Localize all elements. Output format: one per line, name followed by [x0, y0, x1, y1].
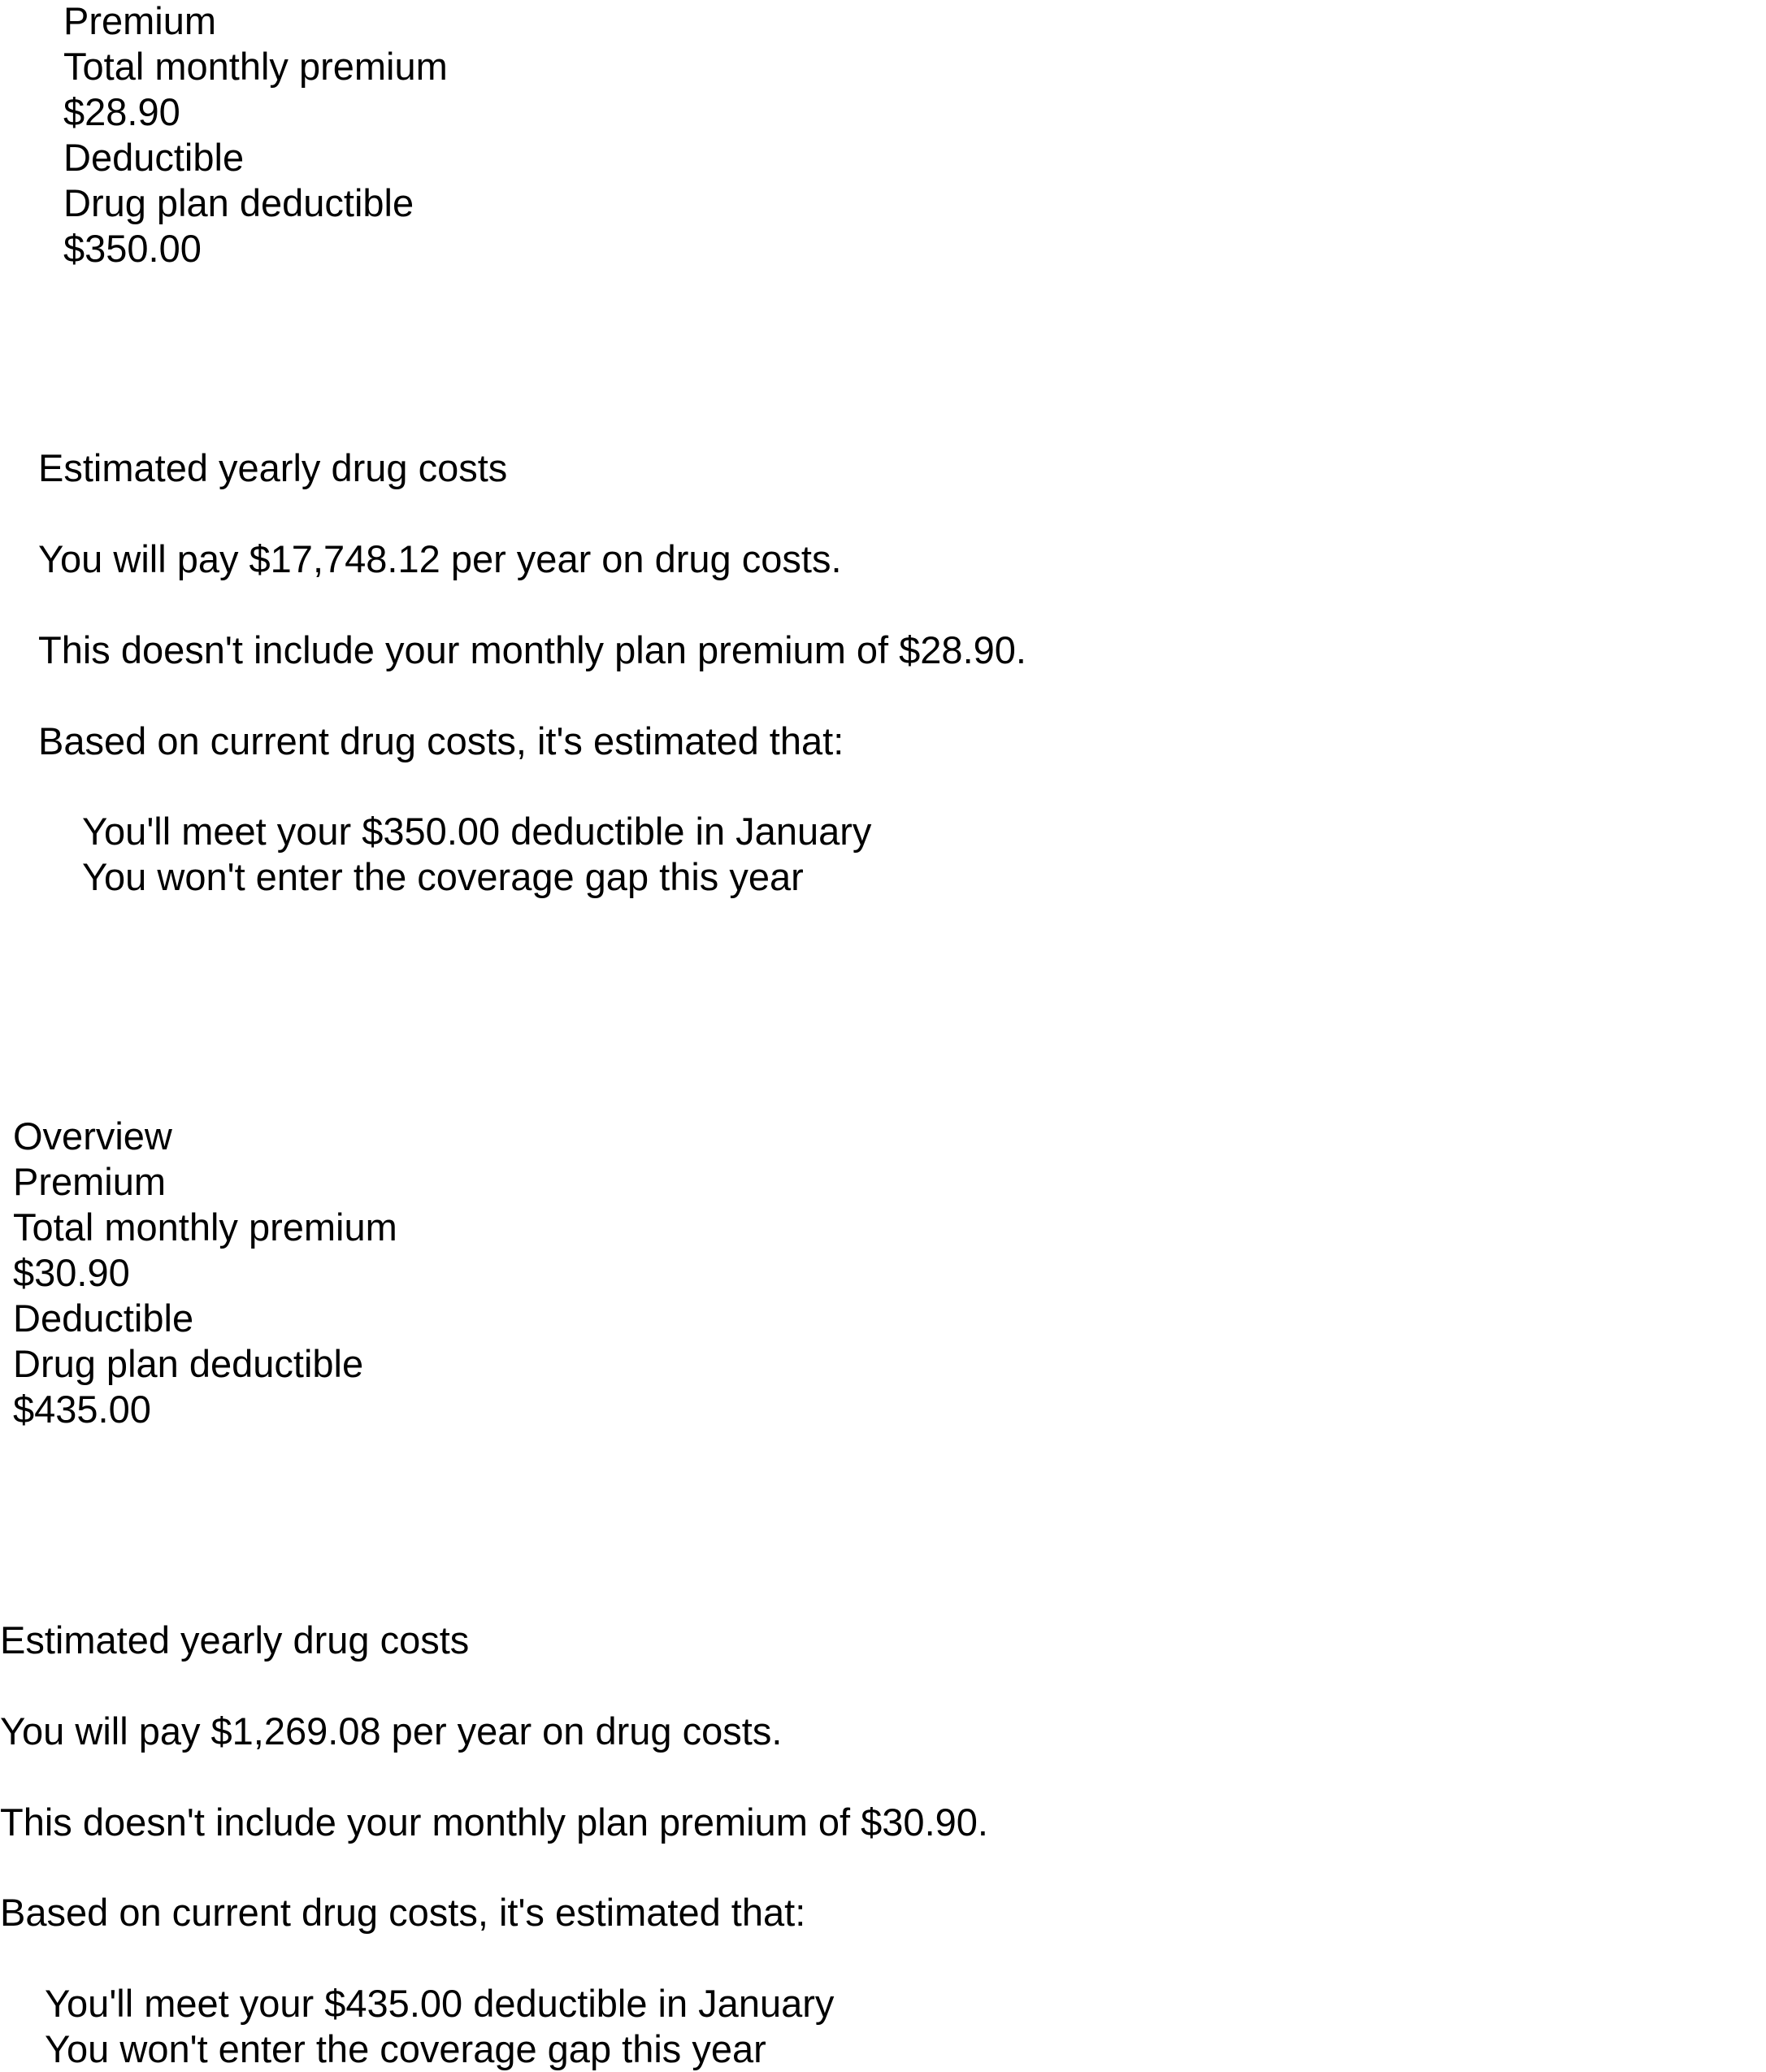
costs-heading: Estimated yearly drug costs — [38, 446, 508, 489]
list-item: You'll meet your $435.00 deductible in January — [45, 1982, 835, 2025]
deductible-label: Drug plan deductible — [63, 181, 414, 224]
premium-note: This doesn't include your monthly plan premium of $28.90. — [38, 628, 1026, 671]
costs-heading: Estimated yearly drug costs — [0, 1618, 470, 1662]
premium-label: Total monthly premium — [63, 45, 448, 88]
premium-note: This doesn't include your monthly plan premium of $30.90. — [0, 1801, 988, 1844]
deductible-heading: Deductible — [63, 136, 245, 179]
costs-summary: You will pay $1,269.08 per year on drug costs. — [0, 1709, 783, 1753]
overview-heading: Overview — [13, 1114, 172, 1158]
premium-heading: Premium — [63, 0, 217, 42]
deductible-value: $350.00 — [63, 227, 202, 270]
estimate-intro: Based on current drug costs, it's estimated that: — [38, 719, 844, 762]
premium-value: $30.90 — [13, 1251, 130, 1294]
list-item: You won't enter the coverage gap this year — [82, 855, 804, 898]
costs-summary: You will pay $17,748.12 per year on drug costs. — [38, 537, 842, 580]
premium-heading: Premium — [13, 1160, 167, 1203]
deductible-value: $435.00 — [13, 1388, 151, 1431]
premium-label: Total monthly premium — [13, 1205, 397, 1249]
deductible-label: Drug plan deductible — [13, 1342, 364, 1385]
premium-value: $28.90 — [63, 90, 180, 133]
deductible-heading: Deductible — [13, 1297, 194, 1340]
list-item: You won't enter the coverage gap this year — [45, 2027, 766, 2070]
estimate-intro: Based on current drug costs, it's estimated that: — [0, 1891, 806, 1934]
list-item: You'll meet your $350.00 deductible in January — [82, 810, 872, 853]
